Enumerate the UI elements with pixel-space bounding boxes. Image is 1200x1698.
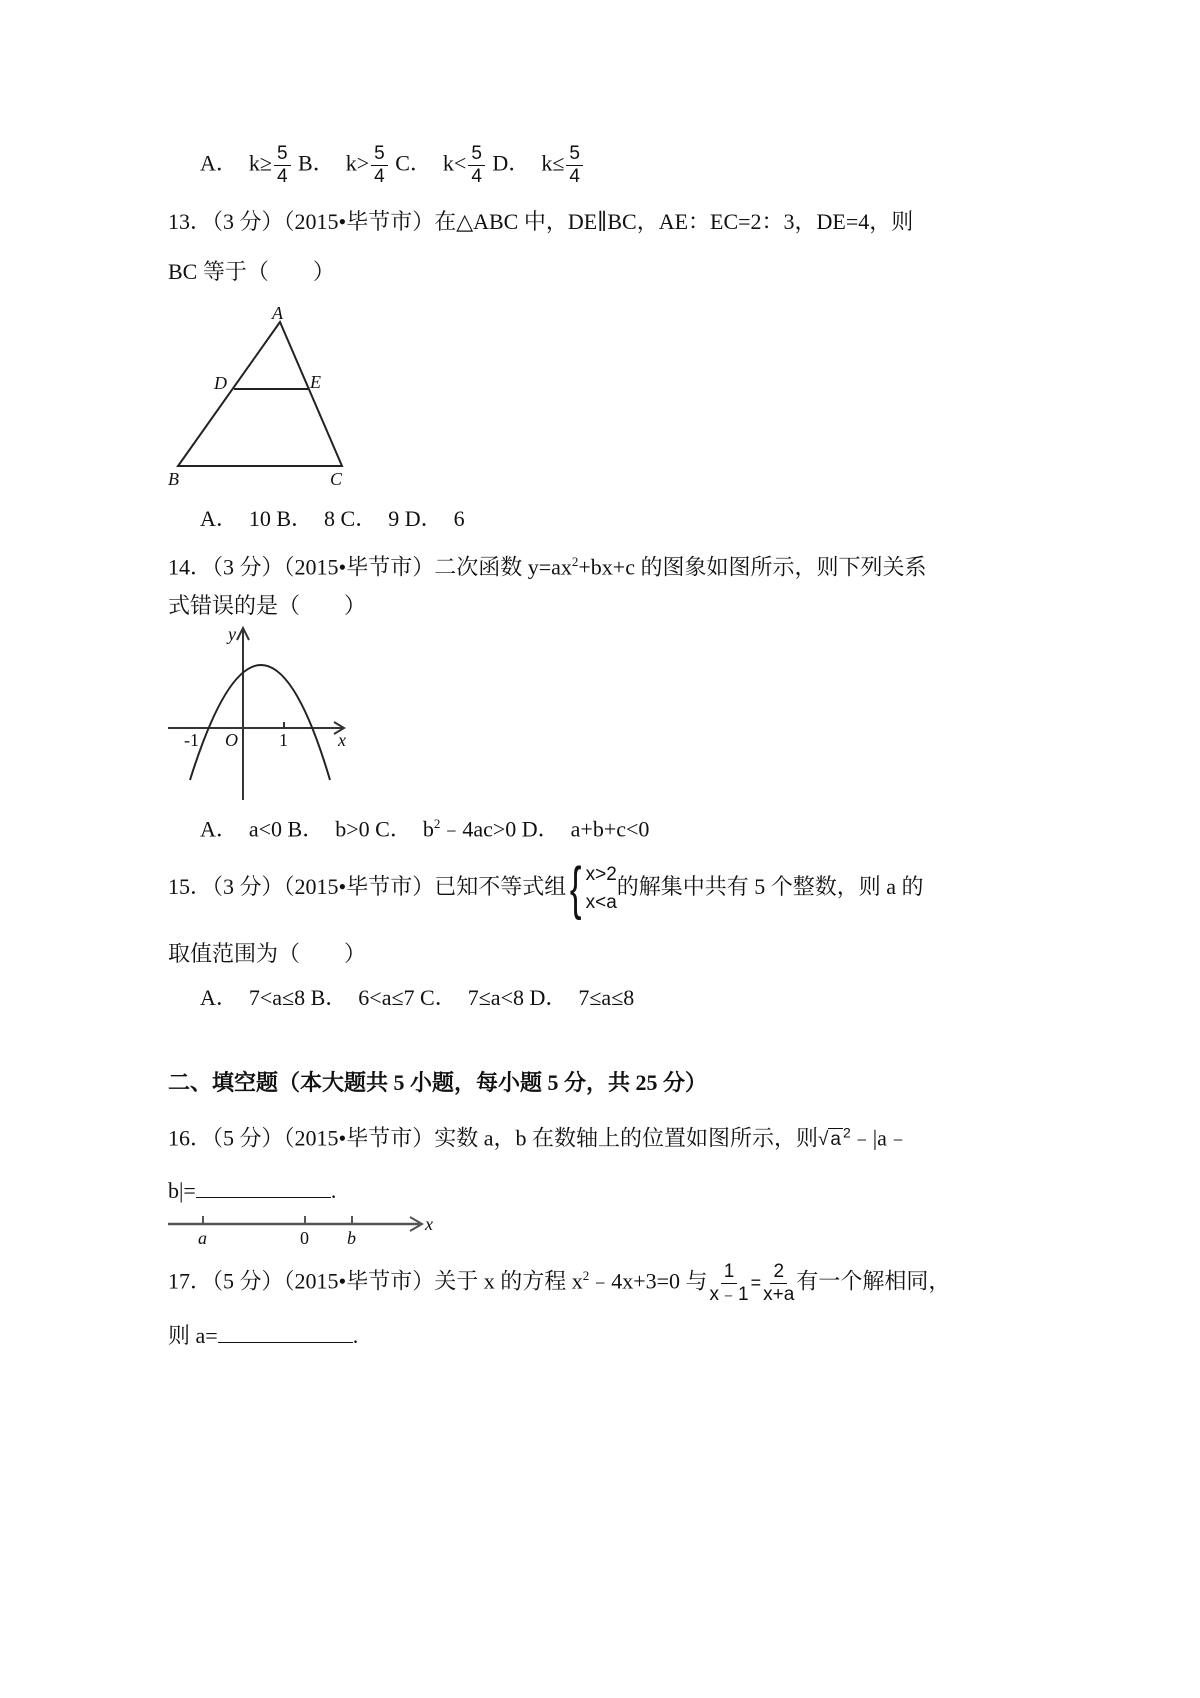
label-neg1: -1 [184,730,199,750]
option-a-label: A． [200,150,238,176]
label-b: B [168,469,179,489]
radicand: a [830,1129,841,1151]
num: 2 [770,1261,787,1284]
fraction [566,143,583,188]
label-b: b [347,1228,356,1248]
q17-stem [168,1261,950,1306]
t: 有一个解相同， [796,1268,951,1294]
num: 5 [468,143,485,166]
label-a: a [198,1228,207,1248]
t: 14．（3 分）（2015•毕节市）二次函数 y=ax [168,554,572,580]
t: . [352,1323,359,1348]
ineq1: x>2 [585,863,617,885]
ineq2: x<a [585,891,617,913]
t: ﹣4x+3=0 与 [589,1268,708,1294]
q17-stem-2 [168,1320,358,1351]
t: = [750,1272,762,1293]
num: 5 [274,143,291,166]
t: . [330,1178,337,1203]
t: b|= [168,1178,196,1203]
fraction [468,143,485,188]
q13-stem: 13．（3 分）（2015•毕节市）在△ABC 中，DE∥BC，AE：EC=2：3，DE=4，则 [168,209,914,234]
exp: 2 [842,1125,851,1141]
q12-choices [200,143,585,188]
label-e: E [310,372,321,392]
num: 5 [371,143,388,166]
label-a: A [272,303,283,323]
den: x﹣1 [709,1284,749,1305]
sup: 2 [571,554,579,569]
label-c: C [330,469,343,489]
answer-blank[interactable] [218,1320,353,1343]
label-origin: O [225,730,238,750]
t: A． a<0 B． b>0 C． b [200,816,434,842]
num: 1 [721,1261,738,1284]
den: x+a [763,1284,795,1305]
q16-stem [168,1118,909,1155]
den: 4 [471,166,482,187]
q16-stem-2 [168,1175,336,1206]
label-x: x [338,730,346,750]
den: 4 [374,166,385,187]
sup: 2 [433,816,441,831]
fraction-2 [763,1261,794,1306]
t: 17．（5 分）（2015•毕节市）关于 x 的方程 x [168,1268,583,1294]
q13-choices: A． 10 B． 8 C． 9 D． 6 [200,506,465,531]
q15-stem [168,855,924,921]
t: ﹣|a﹣ [850,1125,909,1151]
q14-stem-2: 式错误的是（ ） [168,593,367,618]
t: 则 a= [168,1323,218,1348]
fraction [274,143,291,188]
t: 的解集中共有 5 个整数，则 a 的 [616,874,924,899]
answer-blank[interactable] [196,1175,331,1198]
option-b-label: B． [298,150,335,176]
label-0: 0 [300,1228,309,1248]
fraction-1 [710,1261,749,1306]
q13-stem-2: BC 等于（ ） [168,259,335,284]
t: 16．（5 分）（2015•毕节市）实数 a，b 在数轴上的位置如图所示，则 [168,1125,818,1151]
num: 5 [566,143,583,166]
brace: { [570,855,582,921]
q15-choices: A． 7<a≤8 B． 6<a≤7 C． 7≤a<8 D． 7≤a≤8 [200,985,635,1010]
fraction [371,143,388,188]
triangle-abc [178,322,342,466]
option-c: k< [442,150,467,176]
t: 15．（3 分）（2015•毕节市）已知不等式组 [168,874,567,899]
label-x: x [425,1214,433,1234]
q15-stem-2: 取值范围为（ ） [168,941,367,966]
option-b: k> [345,150,370,176]
option-c-label: C． [395,150,432,176]
label-1: 1 [279,730,288,750]
option-a: k≥ [248,150,272,176]
sup: 2 [582,1268,590,1284]
parabola-curve [190,665,330,780]
den: 4 [276,166,288,187]
label-d: D [214,373,227,393]
section-heading: 二、填空题（本大题共 5 小题，每小题 5 分，共 25 分） [168,1070,708,1095]
option-d: k≤ [541,150,565,176]
q14-stem [168,547,926,582]
q14-choices [200,809,649,844]
option-d-label: D． [492,150,531,176]
sqrt-expr: √ a $^2$ [817,1125,851,1151]
label-y: y [228,624,236,644]
t: ﹣4ac>0 D． a+b+c<0 [440,816,650,842]
den: 4 [569,166,580,187]
t: +bx+c 的图象如图所示，则下列关系 [578,554,927,580]
inequality-system [566,855,617,921]
